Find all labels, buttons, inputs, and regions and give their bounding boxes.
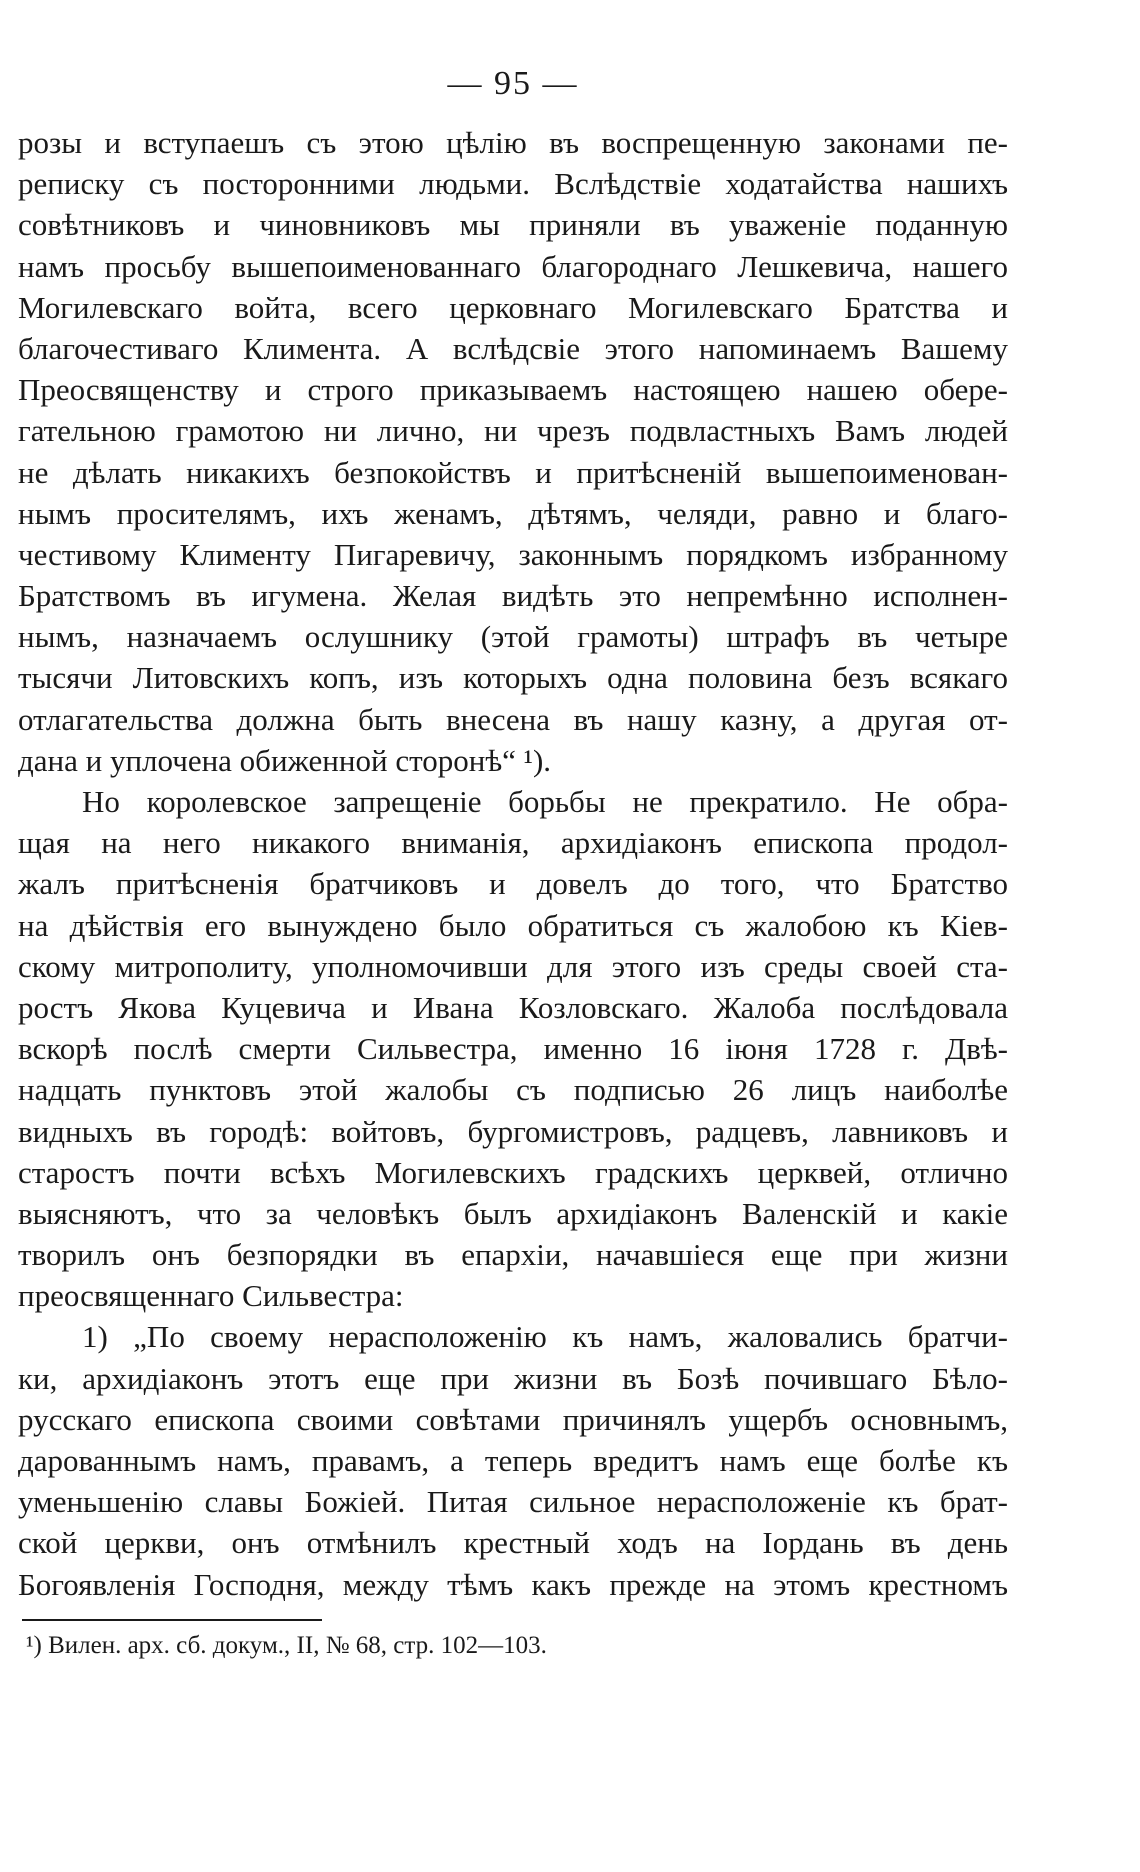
text-line: не дѣлать никакихъ безпокойствъ и притѣсненій вышепоименован-: [18, 454, 1008, 490]
text-line: отлагательства должна быть внесена въ нашу казну, а другая от-: [18, 701, 1008, 737]
text-line: надцать пунктовъ этой жалобы съ подписью 26 лицъ наиболѣе: [18, 1072, 1008, 1108]
text-line: благочестиваго Климента. А вслѣдсвіе этого напоминаемъ Вашему: [18, 330, 1008, 366]
text-line: творилъ онъ безпорядки въ епархіи, начавшіеся еще при жизни: [18, 1237, 1008, 1273]
text-line: честивому Клименту Пигаревичу, законнымъ порядкомъ избранному: [18, 536, 1008, 572]
paragraph-start-line: 1) „По своему нерасположенію къ намъ, жаловались братчи-: [82, 1319, 1008, 1355]
text-line: Преосвященству и строго приказываемъ настоящею нашею обере-: [18, 372, 1008, 408]
text-line: на дѣйствія его вынуждено было обратиться съ жалобою къ Кіев-: [18, 907, 1008, 943]
text-line: Братствомъ въ игумена. Желая видѣть это непремѣнно исполнен-: [18, 578, 1008, 614]
text-line: нымъ, назначаемъ ослушнику (этой грамоты) штрафъ въ четыре: [18, 619, 1008, 655]
text-line: ской церкви, онъ отмѣнилъ крестный ходъ на Іордань въ день: [18, 1525, 1008, 1561]
text-line: видныхъ въ городѣ: войтовъ, бургомистровъ, радцевъ, лавниковъ и: [18, 1113, 1008, 1149]
text-line: дарованнымъ намъ, правамъ, а теперь вредитъ намъ еще болѣе къ: [18, 1443, 1008, 1478]
text-line: уменьшенію славы Божіей. Питая сильное нерасположеніе къ брат-: [18, 1484, 1008, 1520]
text-line: преосвященнаго Сильвестра:: [18, 1278, 404, 1314]
page-number: — 95 —: [447, 65, 579, 102]
text-line: тысячи Литовскихъ копъ, изъ которыхъ одна половина безъ всякаго: [18, 660, 1008, 696]
footnote-divider: [22, 1619, 322, 1621]
text-line: гательною грамотою ни лично, ни чрезъ подвластныхъ Вамъ людей: [18, 413, 1008, 449]
text-line: совѣтниковъ и чиновниковъ мы приняли въ уваженіе поданную: [18, 207, 1008, 243]
text-line: розы и вступаешъ съ этою цѣлію въ воспрещенную законами пе-: [18, 125, 1008, 160]
body-text: [18, 122, 1008, 1605]
text-line: скому митрополиту, уполномочивши для этого изъ среды своей ста-: [18, 948, 1008, 984]
text-line: Могилевскаго войта, всего церковнаго Могилевскаго Братства и: [18, 289, 1008, 325]
text-line: реписку съ посторонними людьми. Вслѣдствіе ходатайства нашихъ: [18, 166, 1008, 202]
text-line: вскорѣ послѣ смерти Сильвестра, именно 16 іюня 1728 г. Двѣ-: [18, 1031, 1008, 1067]
text-line: Богоявленія Господня, между тѣмъ какъ прежде на этомъ крестномъ: [18, 1566, 1008, 1602]
footnote: ¹) Вилен. арх. сб. докум., II, № 68, стр. 102—103.: [26, 1631, 547, 1659]
text-line: русскаго епископа своими совѣтами причинялъ ущербъ основнымъ,: [18, 1401, 1008, 1437]
text-line: выясняютъ, что за человѣкъ былъ архидіаконъ Валенскій и какіе: [18, 1195, 1008, 1231]
text-line: дана и уплочена обиженной сторонѣ“ ¹).: [18, 742, 552, 778]
text-line: ки, архидіаконъ этотъ еще при жизни въ Бозѣ почившаго Бѣло-: [18, 1360, 1008, 1396]
text-line: намъ просьбу вышепоименованнаго благороднаго Лешкевича, нашего: [18, 248, 1008, 284]
text-line: нымъ просителямъ, ихъ женамъ, дѣтямъ, челяди, равно и благо-: [18, 495, 1008, 531]
text-line: старостъ почти всѣхъ Могилевскихъ градскихъ церквей, отлично: [18, 1154, 1008, 1190]
text-line: жалъ притѣсненія братчиковъ и довелъ до того, что Братство: [18, 866, 1008, 902]
text-line: ростъ Якова Куцевича и Ивана Козловскаго. Жалоба послѣдовала: [18, 989, 1008, 1025]
book-page: [18, 64, 1008, 1663]
paragraph-start-line: Но королевское запрещеніе борьбы не прекратило. Не обра-: [82, 784, 1008, 819]
text-line: щая на него никакого вниманія, архидіаконъ епископа продол-: [18, 825, 1008, 861]
